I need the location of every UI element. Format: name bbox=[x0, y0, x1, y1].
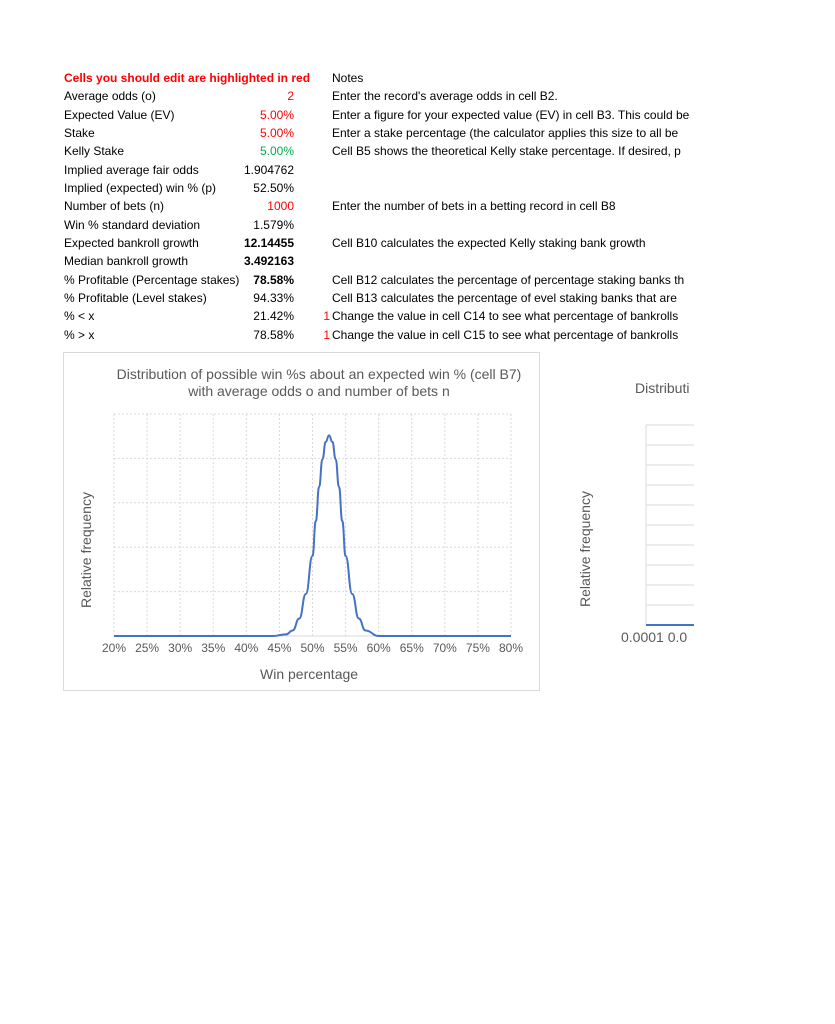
label-cell[interactable]: % Profitable (Level stakes) bbox=[64, 290, 207, 305]
value-cell[interactable]: 5.00% bbox=[259, 144, 294, 159]
label-cell[interactable]: Kelly Stake bbox=[64, 144, 125, 159]
value-cell[interactable]: 78.58% bbox=[253, 272, 294, 287]
sheet-row bbox=[0, 69, 768, 87]
x-axis-title: Win percentage bbox=[260, 666, 359, 682]
value-cell[interactable]: 2 bbox=[287, 89, 294, 104]
threshold-cell[interactable] bbox=[296, 69, 330, 87]
threshold-cell[interactable] bbox=[296, 161, 330, 179]
win-distribution-plot bbox=[64, 353, 541, 692]
threshold-cell[interactable] bbox=[296, 106, 330, 124]
y-axis-title: Relative frequency bbox=[78, 492, 94, 608]
threshold-cell[interactable] bbox=[296, 234, 330, 252]
value-cell[interactable]: 21.42% bbox=[253, 309, 294, 324]
x-axis-tick-labels: 0.0001 0.0 bbox=[621, 629, 688, 645]
sheet-row bbox=[0, 307, 768, 325]
x-tick-label: 20% bbox=[101, 641, 127, 655]
note-cell[interactable]: Enter the record's average odds in cell B2. bbox=[332, 89, 558, 104]
label-cell[interactable]: % < x bbox=[64, 309, 95, 324]
sheet-row bbox=[0, 234, 768, 252]
note-cell[interactable]: Cell B12 calculates the percentage of percentage staking banks th bbox=[332, 272, 685, 287]
note-cell[interactable]: Enter a figure for your expected value (EV) in cell B3. This could be bbox=[332, 107, 690, 122]
label-cell[interactable]: Stake bbox=[64, 125, 95, 140]
x-tick-label: 45% bbox=[267, 641, 292, 655]
threshold-cell[interactable] bbox=[296, 179, 330, 197]
note-cell[interactable]: Cell B13 calculates the percentage of evel staking banks that are bbox=[332, 290, 677, 305]
threshold-cell[interactable] bbox=[296, 252, 330, 270]
note-cell[interactable]: Cell B10 calculates the expected Kelly staking bank growth bbox=[332, 235, 646, 250]
threshold-cell[interactable] bbox=[296, 142, 330, 160]
win-distribution-chart[interactable] bbox=[63, 352, 540, 691]
value-cell[interactable]: 1.579% bbox=[253, 217, 294, 232]
x-tick-label: 35% bbox=[201, 641, 226, 655]
x-tick-label: 30% bbox=[168, 641, 193, 655]
value-cell[interactable]: 1.904762 bbox=[243, 162, 294, 177]
x-tick-label: 65% bbox=[399, 641, 424, 655]
note-cell[interactable]: Notes bbox=[332, 71, 364, 85]
value-cell[interactable]: 52.50% bbox=[253, 180, 294, 195]
sheet-row bbox=[0, 289, 768, 307]
label-cell[interactable]: Median bankroll growth bbox=[64, 254, 189, 269]
value-cell[interactable]: 5.00% bbox=[259, 107, 294, 122]
threshold-cell[interactable] bbox=[296, 289, 330, 307]
y-axis-title: Relative frequency bbox=[577, 491, 593, 607]
note-cell[interactable]: Change the value in cell C15 to see what percentage of bankrolls bbox=[332, 327, 679, 342]
chart-title: Distributi bbox=[635, 380, 690, 396]
note-cell[interactable]: Change the value in cell C14 to see what percentage of bankrolls bbox=[332, 309, 679, 324]
sheet-row bbox=[0, 271, 768, 289]
threshold-cell[interactable] bbox=[296, 87, 330, 105]
x-tick-label: 50% bbox=[300, 641, 325, 655]
sheet-row bbox=[0, 326, 768, 344]
note-cell[interactable]: Cell B5 shows the theoretical Kelly stake percentage. If desired, p bbox=[332, 144, 681, 159]
value-cell[interactable]: 5.00% bbox=[259, 125, 294, 140]
threshold-cell[interactable]: 1 bbox=[323, 309, 330, 324]
label-cell[interactable]: Number of bets (n) bbox=[64, 199, 165, 214]
note-cell[interactable] bbox=[332, 252, 694, 270]
threshold-cell[interactable] bbox=[296, 216, 330, 234]
sheet-row bbox=[0, 161, 768, 179]
sheet-row bbox=[0, 197, 768, 215]
threshold-cell[interactable] bbox=[296, 197, 330, 215]
label-cell[interactable]: % > x bbox=[64, 327, 95, 342]
x-tick-label: 70% bbox=[432, 641, 457, 655]
sheet-row bbox=[0, 87, 768, 105]
x-tick-label: 55% bbox=[333, 641, 358, 655]
label-cell[interactable]: Win % standard deviation bbox=[64, 217, 201, 232]
x-tick-label: 60% bbox=[366, 641, 391, 655]
value-cell[interactable]: 12.14455 bbox=[243, 235, 294, 250]
label-cell[interactable]: Expected Value (EV) bbox=[64, 107, 175, 122]
label-cell[interactable]: Implied average fair odds bbox=[64, 162, 199, 177]
bankroll-distribution-chart[interactable] bbox=[560, 352, 694, 691]
label-cell[interactable]: Implied (expected) win % (p) bbox=[64, 180, 217, 195]
sheet-row bbox=[0, 179, 768, 197]
value-cell[interactable] bbox=[238, 69, 294, 87]
label-cell[interactable]: Cells you should edit are highlighted in red bbox=[64, 71, 311, 85]
label-cell[interactable]: Expected bankroll growth bbox=[64, 235, 199, 250]
note-cell[interactable] bbox=[332, 179, 694, 197]
threshold-cell[interactable] bbox=[296, 124, 330, 142]
sheet-row bbox=[0, 216, 768, 234]
x-tick-label: 25% bbox=[135, 641, 160, 655]
sheet-row bbox=[0, 142, 768, 160]
value-cell[interactable]: 78.58% bbox=[253, 327, 294, 342]
label-cell[interactable]: % Profitable (Percentage stakes) bbox=[64, 272, 240, 287]
x-tick-label: 40% bbox=[234, 641, 259, 655]
label-cell[interactable]: Average odds (o) bbox=[64, 89, 156, 104]
note-cell[interactable] bbox=[332, 216, 694, 234]
threshold-cell[interactable] bbox=[296, 271, 330, 289]
note-cell[interactable] bbox=[332, 161, 694, 179]
sheet-row bbox=[0, 106, 768, 124]
note-cell[interactable]: Enter a stake percentage (the calculator applies this size to all be bbox=[332, 125, 679, 140]
sheet-row bbox=[0, 252, 768, 270]
x-tick-label: 75% bbox=[465, 641, 490, 655]
x-tick-label: 80% bbox=[498, 641, 524, 655]
threshold-cell[interactable]: 1 bbox=[323, 327, 330, 342]
value-cell[interactable]: 1000 bbox=[267, 199, 294, 214]
value-cell[interactable]: 94.33% bbox=[253, 290, 294, 305]
sheet-row bbox=[0, 124, 768, 142]
chart-title: Distribution of possible win %s about an expected win % (cell B7) with average odds o and number of bets n bbox=[116, 366, 522, 399]
note-cell[interactable]: Enter the number of bets in a betting record in cell B8 bbox=[332, 199, 616, 214]
value-cell[interactable]: 3.492163 bbox=[243, 254, 294, 269]
